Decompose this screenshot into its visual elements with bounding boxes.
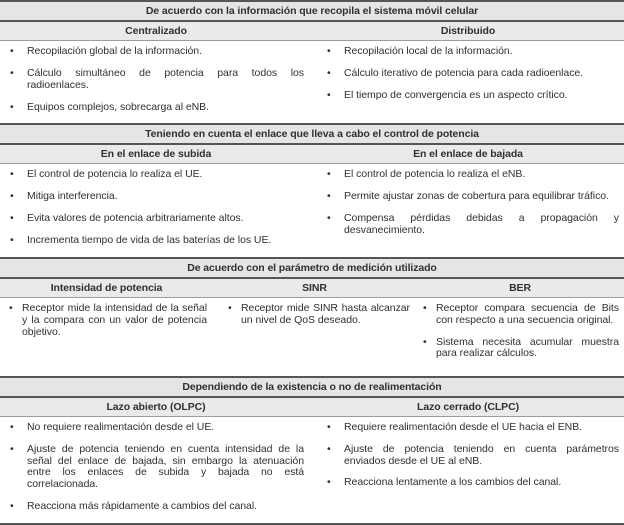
column-title-olpc: Lazo abierto (OLPC): [106, 400, 206, 413]
section-feedback-loop: [0, 376, 624, 523]
item-text: El control de potencia lo realiza el eNB.: [344, 168, 526, 181]
list-item: [8, 235, 304, 247]
list-item: [325, 477, 619, 489]
column-cell-centralizado: [0, 41, 312, 123]
item-text: No requiere realimentación desde el UE.: [27, 420, 215, 433]
section-title: De acuerdo con el parámetro de medición utilizado: [0, 259, 624, 279]
column-title-intensidad: Intensidad de potencia: [50, 281, 163, 294]
bullet-icon: •: [327, 476, 331, 489]
list-item: [325, 444, 619, 468]
column-title-distribuido: Distribuido: [440, 25, 496, 37]
column-header-row: [0, 279, 624, 298]
section-body: [0, 298, 624, 376]
item-text: Sistema necesita acumular muestra para realizar cálculos.: [436, 335, 619, 360]
list-item: [325, 191, 619, 203]
list-item: [325, 90, 619, 102]
bullet-icon: •: [423, 301, 427, 314]
bullet-icon: •: [9, 301, 13, 314]
item-text: El control de potencia lo realiza el UE.: [27, 168, 203, 181]
column-cell-sinr: [213, 298, 416, 376]
item-text: Cálculo iterativo de potencia para cada radioenlace.: [344, 66, 584, 79]
column-title-centralizado: Centralizado: [125, 25, 187, 37]
bullet-icon: •: [327, 212, 331, 225]
column-cell-intensidad: [0, 298, 213, 376]
item-text: Requiere realimentación desde el UE hacia el ENB.: [344, 420, 583, 433]
bullet-icon: •: [228, 301, 232, 314]
item-text: Receptor mide la intensidad de la señal y la compara con un valor de potencia objetivo.: [22, 301, 207, 338]
item-text: Ajuste de potencia teniendo en cuenta intensidad de la señal del enlace de bajada, sin embargo la atenuación entre los enlaces de subida y bajada no está correlacionada.: [27, 442, 304, 491]
section-link-direction: [0, 123, 624, 256]
list-item: [325, 46, 619, 58]
column-cell-ber: [416, 298, 624, 376]
bullet-icon: •: [423, 335, 427, 348]
bullet-icon: •: [10, 100, 14, 113]
item-text: Recopilación global de la información.: [27, 45, 202, 57]
item-text: Receptor compara secuencia de Bits con respecto a una secuencia original.: [436, 301, 619, 326]
column-title-uplink: En el enlace de subida: [100, 148, 212, 161]
list-item: [8, 46, 304, 58]
item-text: Mitiga interferencia.: [27, 190, 118, 203]
list-item: [8, 68, 304, 92]
item-text: Permite ajustar zonas de cobertura para equilibrar tráfico.: [344, 190, 609, 203]
list-item: [8, 501, 304, 513]
list-item: [325, 213, 619, 237]
item-text: Incrementa tiempo de vida de las baterías de los UE.: [27, 234, 272, 247]
column-header-row: [0, 145, 624, 164]
column-header-row: [0, 398, 624, 417]
column-cell-clpc: [312, 417, 624, 523]
bullet-icon: •: [327, 66, 331, 79]
bullet-icon: •: [327, 420, 331, 433]
list-item: [421, 303, 619, 327]
section-measurement-parameter: [0, 257, 624, 376]
column-cell-uplink: [0, 164, 312, 256]
item-text: Ajuste de potencia teniendo en cuenta parámetros enviados desde el UE al eNB.: [344, 442, 619, 467]
list-item: [8, 102, 304, 114]
item-text: El tiempo de convergencia es un aspecto crítico.: [344, 88, 568, 101]
bullet-icon: •: [10, 420, 14, 433]
bullet-icon: •: [10, 234, 14, 247]
item-text: Cálculo simultáneo de potencia para todos los radioenlaces.: [27, 66, 304, 91]
item-text: Recopilación local de la información.: [344, 45, 513, 57]
item-text: Reacciona lentamente a los cambios del canal.: [344, 476, 562, 489]
item-text: Reacciona más rápidamente a cambios del canal.: [27, 500, 257, 513]
bullet-icon: •: [10, 168, 14, 181]
column-title-sinr: SINR: [302, 281, 327, 294]
list-item: [325, 422, 619, 434]
item-text: Evita valores de potencia arbitrariamente altos.: [27, 212, 244, 225]
section-data-collection: [0, 2, 624, 123]
bullet-icon: •: [327, 88, 331, 101]
section-body: [0, 417, 624, 523]
list-item: [325, 68, 619, 80]
list-item: [8, 169, 304, 181]
bullet-icon: •: [10, 190, 14, 203]
section-title: De acuerdo con la información que recopila el sistema móvil celular: [0, 2, 624, 22]
list-item: [421, 337, 619, 361]
bullet-icon: •: [327, 168, 331, 181]
column-title-ber: BER: [509, 281, 531, 294]
bullet-icon: •: [10, 442, 14, 455]
list-item: [226, 303, 410, 327]
bullet-icon: •: [10, 66, 14, 79]
bullet-icon: •: [10, 212, 14, 225]
bullet-icon: •: [327, 45, 331, 57]
list-item: [8, 422, 304, 434]
list-item: [8, 444, 304, 491]
column-cell-downlink: [312, 164, 624, 256]
item-text: Receptor mide SINR hasta alcanzar un nivel de QoS deseado.: [241, 301, 410, 326]
bullet-icon: •: [10, 45, 14, 57]
section-body: [0, 41, 624, 123]
item-text: Compensa pérdidas debidas a propagación y desvanecimiento.: [344, 212, 619, 237]
item-text: Equipos complejos, sobrecarga al eNB.: [27, 100, 209, 113]
bullet-icon: •: [327, 442, 331, 455]
section-body: [0, 164, 624, 256]
column-cell-distribuido: [312, 41, 624, 123]
list-item: [8, 191, 304, 203]
column-cell-olpc: [0, 417, 312, 523]
column-title-clpc: Lazo cerrado (CLPC): [417, 400, 519, 413]
section-title: Dependiendo de la existencia o no de realimentación: [0, 378, 624, 398]
list-item: [7, 303, 207, 339]
list-item: [8, 213, 304, 225]
column-header-row: [0, 22, 624, 41]
list-item: [325, 169, 619, 181]
bullet-icon: •: [327, 190, 331, 203]
column-title-downlink: En el enlace de bajada: [413, 148, 523, 161]
bullet-icon: •: [10, 500, 14, 513]
section-title: Teniendo en cuenta el enlace que lleva a cabo el control de potencia: [0, 125, 624, 145]
